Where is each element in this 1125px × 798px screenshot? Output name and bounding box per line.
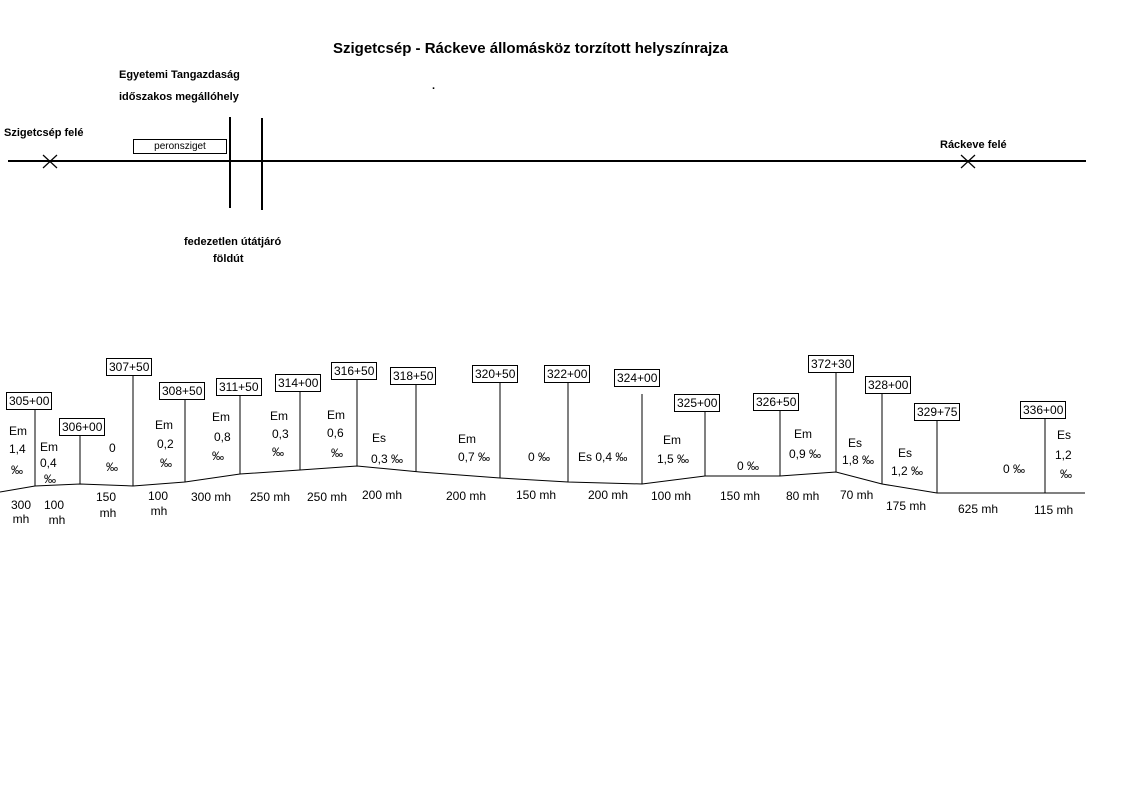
grade-value: 1,2 ‰ [891,464,924,478]
station-label: 328+00 [865,376,911,394]
right-direction-label: Ráckeve felé [940,139,1007,151]
segment-length: 80 mh [786,489,820,503]
station-label: 326+50 [753,393,799,411]
grade-type: Es [372,431,387,445]
grade-unit: ‰ [11,463,23,477]
grade-value: 0 ‰ [528,450,551,464]
segment-length: 625 mh [958,502,999,516]
segment-length: 200 mh [588,488,629,502]
station-label: 324+00 [614,369,660,387]
stop-name-line-2: időszakos megállóhely [119,91,239,103]
grade-value: 0 ‰ [1003,462,1026,476]
grade-type: Em [327,408,345,422]
segment-length-unit: mh [48,513,66,527]
grade-value: 0,8 [214,430,231,444]
grade-value: 0,4 [40,456,57,470]
segment-length: 200 mh [446,489,487,503]
station-label: 307+50 [106,358,152,376]
grade-unit: ‰ [106,460,118,474]
platform-island: peronsziget [133,139,227,154]
segment-length-unit: mh [150,504,168,518]
grade-type: Es [898,446,913,460]
grade-value: 0,3 [272,427,289,441]
station-label: 311+50 [216,378,262,396]
segment-length: 150 mh [720,489,761,503]
grade-type: Em [155,418,173,432]
grade-value: 1,8 ‰ [842,453,875,467]
station-label: 336+00 [1020,401,1066,419]
grade-value: 0,6 [327,426,344,440]
segment-length: 70 mh [840,488,874,502]
grade-value: 0,2 [157,437,174,451]
grade-type: Em [663,433,681,447]
segment-length: 200 mh [362,488,403,502]
grade-unit: ‰ [160,456,172,470]
station-label: 325+00 [674,394,720,412]
grade-type: Es 0,4 ‰ [578,450,628,464]
grade-value: 1,2 [1055,448,1072,462]
segment-length: 115 mh [1034,503,1074,517]
segment-length: 150 mh [516,488,557,502]
segment-length: 150 [95,490,117,504]
segment-length: 250 mh [250,490,291,504]
segment-length: 250 mh [307,490,348,504]
grade-type: Es [1057,428,1072,442]
grade-unit: ‰ [331,446,343,460]
grade-type: Em [40,440,58,454]
grade-value: 1,5 ‰ [657,452,690,466]
grade-value: 1,4 [9,442,26,456]
crossing-label-2: földút [213,253,244,265]
grade-type: Em [458,432,476,446]
grade-type: Em [212,410,230,424]
crossing-label-1: fedezetlen útátjáró [184,236,282,248]
segment-length: 100 [147,489,169,503]
station-label: 308+50 [159,382,205,400]
grade-unit: ‰ [212,449,224,463]
segment-length: 300 [10,498,32,512]
station-label: 318+50 [390,367,436,385]
station-label: 316+50 [331,362,377,380]
station-label: 305+00 [6,392,52,410]
diagram-title: Szigetcsép - Ráckeve állomásköz torzított helyszínrajza [333,40,729,57]
station-label: 322+00 [544,365,590,383]
station-label: 320+50 [472,365,518,383]
grade-unit: ‰ [44,472,56,486]
station-label: 306+00 [59,418,105,436]
left-direction-label: Szigetcsép felé [4,127,84,139]
segment-length-unit: mh [99,506,117,520]
grade-value: 0,3 ‰ [371,452,404,466]
grade-unit: ‰ [272,445,284,459]
grade-type: Em [794,427,812,441]
grade-type: Em [9,424,27,438]
station-label: 372+30 [808,355,854,373]
grade-value: 0 ‰ [737,459,760,473]
segment-length: 100 mh [651,489,692,503]
segment-length: 175 mh [886,499,927,513]
grade-type: Em [270,409,288,423]
station-label: 314+00 [275,374,321,392]
stray-dot: . [432,80,436,92]
grade-value: 0,7 ‰ [458,450,491,464]
stop-name-line-1: Egyetemi Tangazdaság [119,69,240,81]
segment-length: 300 mh [191,490,232,504]
grade-unit: ‰ [1060,467,1072,481]
grade-value: 0,9 ‰ [789,447,822,461]
grade-value: 0 [109,441,116,455]
grade-type: Es [848,436,863,450]
segment-length: 100 [43,498,65,512]
station-label: 329+75 [914,403,960,421]
segment-length-unit: mh [12,512,30,526]
